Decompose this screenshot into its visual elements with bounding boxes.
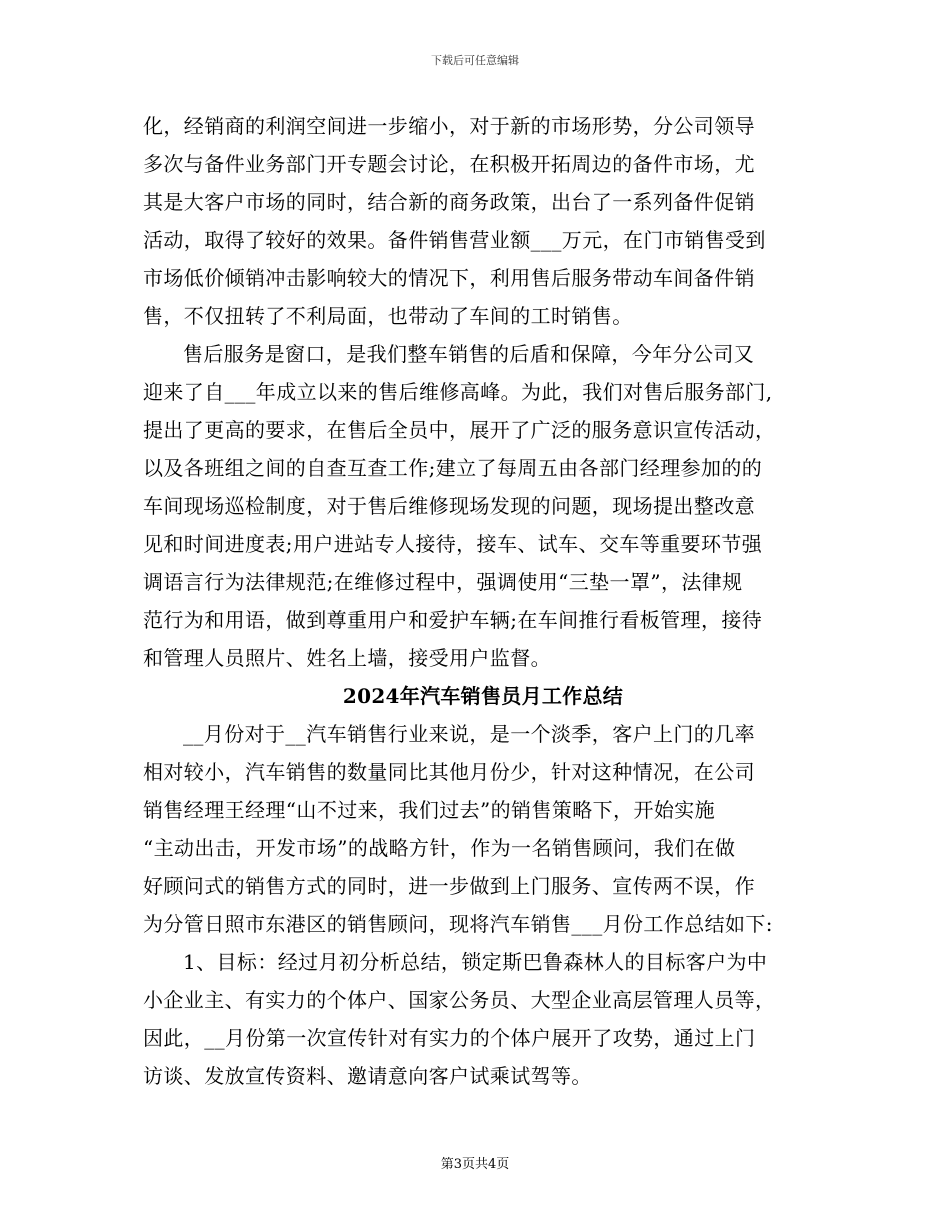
paragraph-line: 相对较小，汽车销售的数量同比其他月份少，针对这种情况，在公司 (143, 760, 755, 784)
paragraph-line: __月份对于__汽车销售行业来说，是一个淡季，客户上门的几率 (183, 722, 755, 746)
page-footer: 第3页共4页 (440, 1157, 510, 1172)
paragraph-line: 访谈、发放宣传资料、邀请意向客户试乘试驾等。 (143, 1064, 592, 1088)
paragraph-line: 提出了更高的要求，在售后全员中，展开了广泛的服务意识宣传活动， (143, 418, 776, 442)
paragraph-line: 以及各班组之间的自查互查工作;建立了每周五由各部门经理参加的的 (143, 456, 763, 480)
paragraph-line: 因此，__月份第一次宣传针对有实力的个体户展开了攻势，通过上门 (143, 1026, 756, 1050)
paragraph-line: 活动，取得了较好的效果。备件销售营业额___万元，在门市销售受到 (143, 228, 766, 252)
paragraph-line: 多次与备件业务部门开专题会讨论，在积极开拓周边的备件市场，尤 (143, 152, 755, 176)
paragraph-line: 小企业主、有实力的个体户、国家公务员、大型企业高层管理人员等， (143, 988, 776, 1012)
paragraph-line: 市场低价倾销冲击影响较大的情况下，利用售后服务带动车间备件销 (143, 266, 755, 290)
paragraph-line: 化，经销商的利润空间进一步缩小，对于新的市场形势，分公司领导 (143, 114, 755, 138)
document-body (143, 107, 823, 1095)
paragraph-line: 售，不仅扭转了不利局面，也带动了车间的工时销售。 (143, 304, 633, 328)
paragraph-line: “主动出击，开发市场”的战略方针，作为一名销售顾问，我们在做 (143, 836, 736, 860)
paragraph-line: 其是大客户市场的同时，结合新的商务政策，出台了一系列备件促销 (143, 190, 755, 214)
paragraph-line: 范行为和用语，做到尊重用户和爱护车辆;在车间推行看板管理，接待 (143, 608, 763, 632)
paragraph-line: 销售经理王经理“山不过来，我们过去”的销售策略下，开始实施 (143, 798, 716, 822)
paragraph-line: 迎来了自___年成立以来的售后维修高峰。为此，我们对售后服务部门, (143, 380, 773, 404)
paragraph-line: 1、目标：经过月初分析总结，锁定斯巴鲁森林人的目标客户为中 (183, 950, 768, 974)
paragraph-line: 售后服务是窗口，是我们整车销售的后盾和保障，今年分公司又 (183, 342, 755, 366)
page-header: 下载后可任意编辑 (431, 54, 519, 67)
paragraph-line: 车间现场巡检制度，对于售后维修现场发现的问题，现场提出整改意 (143, 494, 755, 518)
section-title: 2024年汽车销售员月工作总结 (342, 684, 624, 708)
paragraph-line: 和管理人员照片、姓名上墙，接受用户监督。 (143, 646, 551, 670)
paragraph-line: 见和时间进度表;用户进站专人接待，接车、试车、交车等重要环节强 (143, 532, 763, 556)
paragraph-line: 为分管日照市东港区的销售顾问，现将汽车销售___月份工作总结如下: (143, 912, 773, 936)
paragraph-line: 好顾问式的销售方式的同时，进一步做到上门服务、宣传两不误，作 (143, 874, 755, 898)
paragraph-line: 调语言行为法律规范;在维修过程中，强调使用“三垫一罩”，法律规 (143, 570, 743, 594)
